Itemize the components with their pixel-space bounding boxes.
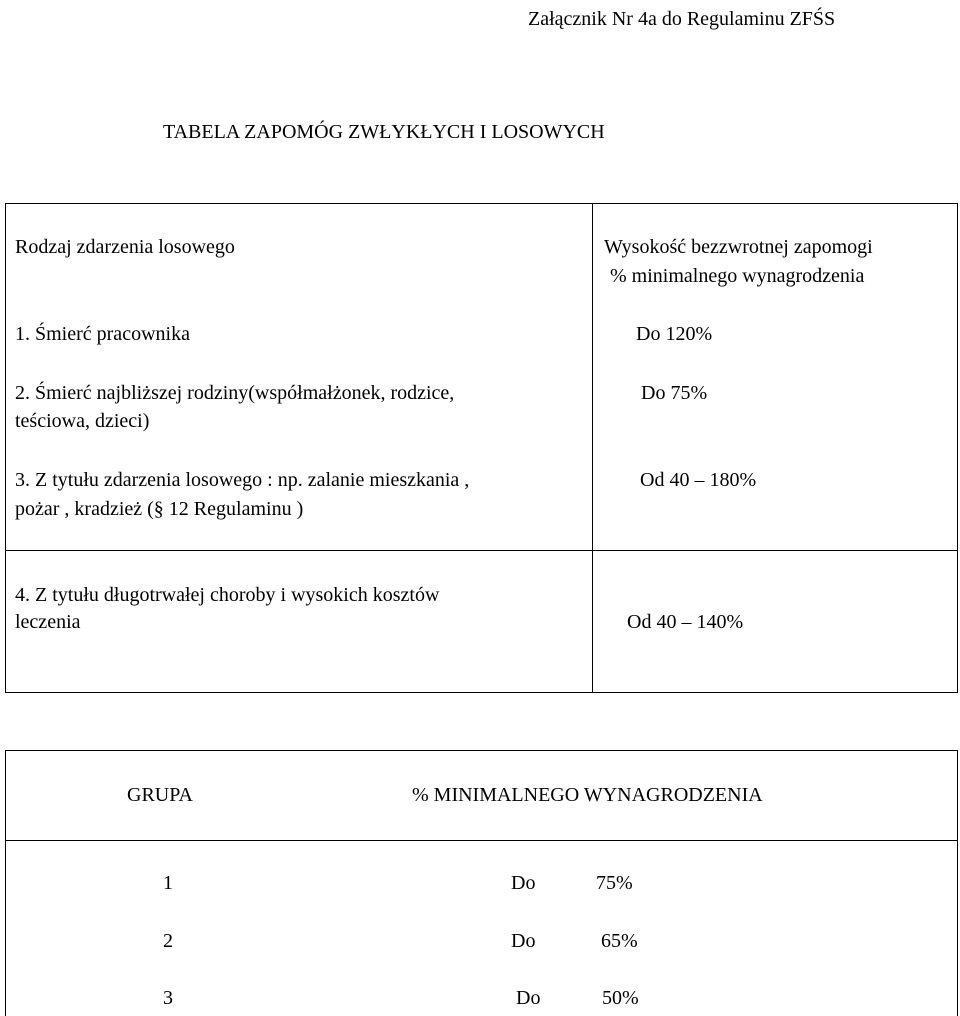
col-header-amount-line2: % minimalnego wynagrodzenia: [610, 265, 865, 287]
attachment-label: Załącznik Nr 4a do Regulaminu ZFŚS: [528, 8, 836, 30]
row-value: Do 75%: [641, 382, 708, 404]
row-value: Do 120%: [636, 323, 713, 345]
table-border-right: [957, 203, 958, 693]
row-label: 1. Śmierć pracownika: [15, 323, 190, 345]
col-header-amount-line1: Wysokość bezzwrotnej zapomogi: [604, 236, 873, 258]
percent-value: 65%: [601, 930, 638, 952]
row-label-cont: pożar , kradzież (§ 12 Regulaminu ): [15, 498, 304, 520]
row-label-cont: teściowa, dzieci): [15, 410, 150, 432]
table-border-right: [957, 750, 958, 1016]
row-label: 2. Śmierć najbliższej rodziny(współmałżonek, rodzice,: [15, 382, 455, 404]
percent-prefix: Do: [516, 987, 541, 1009]
table-border-bottom: [5, 692, 958, 693]
percent-value: 50%: [602, 987, 639, 1009]
page-title: TABELA ZAPOMÓG ZWŁYKŁYCH I LOSOWYCH: [163, 121, 605, 143]
row-value: Od 40 – 180%: [640, 469, 757, 491]
row-label: 4. Z tytułu długotrwałej choroby i wysokich kosztów: [15, 584, 440, 606]
table-border-top: [5, 750, 958, 751]
table-border-left: [5, 750, 6, 1016]
col-header-event-type: Rodzaj zdarzenia losowego: [15, 236, 235, 258]
row-label: 3. Z tytułu zdarzenia losowego : np. zalanie mieszkania ,: [15, 469, 470, 491]
row-label-cont: leczenia: [15, 611, 81, 633]
table-border-top: [5, 203, 958, 204]
percent-value: 75%: [596, 872, 633, 894]
table-border-left: [5, 203, 6, 693]
col-header-percent: % MINIMALNEGO WYNAGRODZENIA: [412, 784, 763, 806]
table-header-divider: [5, 840, 958, 841]
table-divider: [5, 550, 958, 551]
group-number: 2: [163, 930, 173, 952]
percent-prefix: Do: [511, 872, 536, 894]
col-header-group: GRUPA: [127, 784, 193, 806]
row-value: Od 40 – 140%: [627, 611, 744, 633]
group-number: 1: [163, 872, 173, 894]
group-number: 3: [163, 987, 173, 1009]
table-column-divider: [592, 203, 593, 693]
percent-prefix: Do: [511, 930, 536, 952]
